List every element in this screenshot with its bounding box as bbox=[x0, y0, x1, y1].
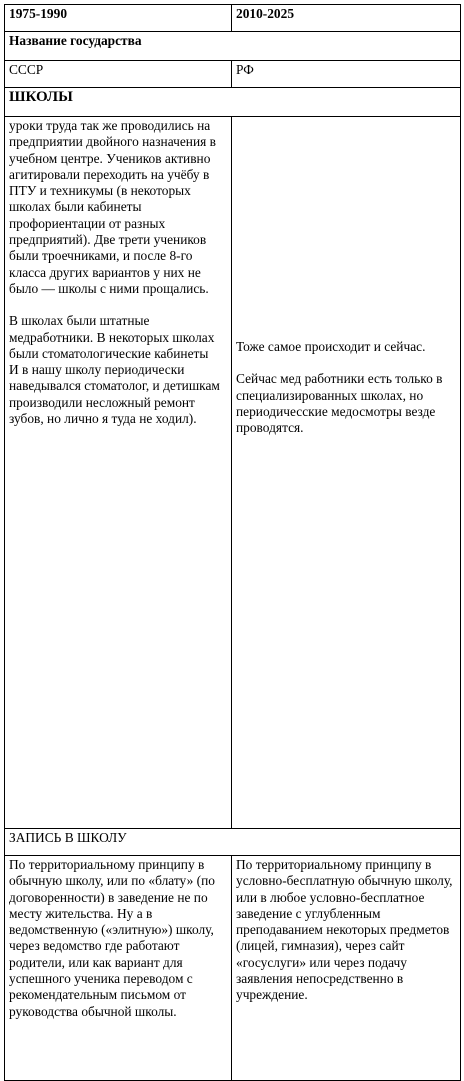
header-row bbox=[5, 5, 461, 32]
enroll-right-cell: По территориальному принципу в условно-бесплатную обычную школу, или в любое условно-бесплатное заведение с углубленным преподаванием некоторых предметов (лицей, гимназия), через сайт «госуслуги» или через подачу заявления непосредственно в учреждение. bbox=[232, 856, 461, 1081]
state-right-cell: РФ bbox=[232, 61, 461, 88]
schools-title-cell bbox=[5, 88, 461, 117]
col2-header: 2010-2025 bbox=[232, 5, 461, 32]
state-title-cell: Название государства bbox=[5, 32, 461, 61]
state-left-cell: СССР bbox=[5, 61, 232, 88]
schools-title-row bbox=[5, 88, 461, 117]
enroll-title-row bbox=[5, 829, 461, 856]
paragraph-spacer bbox=[236, 355, 456, 371]
schools-body-row bbox=[5, 117, 461, 829]
enroll-left-cell: По территориальному принципу в обычную школу, или по «блату» (по договоренности) в заведение не по месту жительства. Ну а в ведомственную («элитную») школу, через ведомство где работают родители, или как вариант для успешного ученика переводом с рекомендательным письмом от руководства обычной школы. bbox=[5, 856, 232, 1081]
schools-left-paragraph-1: уроки труда так же проводились на предприятии двойного назначения в учебном центре. Учеников активно агитировали переходить на учёбу в ПТУ и техникумы (в некоторых школах были кабинеты профориентации от разных предприятий). Две трети учеников были троечниками, и после 8-го класса других вариантов у них не было — школы с ними прощались. bbox=[9, 118, 216, 296]
state-row bbox=[5, 61, 461, 88]
schools-left-cell bbox=[5, 117, 232, 829]
schools-left-paragraph-2: В школах были штатные медработники. В некоторых школах были стоматологические кабинеты И в нашу школу периодически наведывался стоматолог, и детишкам производили несложный ремонт зубов, но лично я туда не ходил). bbox=[9, 313, 220, 427]
state-title-row bbox=[5, 32, 461, 61]
comparison-table bbox=[4, 4, 461, 1081]
schools-right-paragraph-2: Сейчас мед работники есть только в специализированных школах, но периодичесские медосмотры везде проводятся. bbox=[236, 371, 443, 436]
schools-title: ШКОЛЫ bbox=[9, 89, 73, 105]
col1-header: 1975-1990 bbox=[5, 5, 232, 32]
enroll-body-row bbox=[5, 856, 461, 1081]
paragraph-spacer bbox=[9, 297, 227, 313]
enroll-title-cell: ЗАПИСЬ В ШКОЛУ bbox=[5, 829, 461, 856]
schools-right-paragraph-1: Тоже самое происходит и сейчас. bbox=[236, 339, 426, 354]
schools-right-cell bbox=[232, 117, 461, 829]
